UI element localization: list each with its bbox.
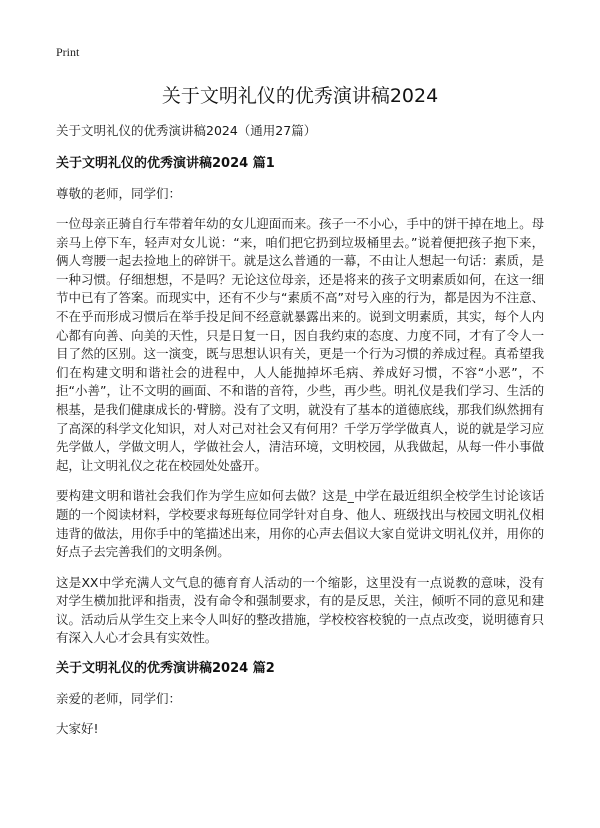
section-1-paragraph-3: 这是XX中学充满人文气息的德育育人活动的一个缩影，这里没有一点说教的意味，没有对学生横加批评和指责，没有命令和强制要求，有的是反思，关注，倾听不同的意见和建议。活动后从学生交上来令人叫好的整改措施，学校校容校貌的一点点改变，说明德育只有深入人心才会具有实效性。 <box>56 574 544 646</box>
section-2-greeting: 大家好! <box>56 721 99 737</box>
section-1 <box>56 155 544 648</box>
section-2 <box>56 660 544 738</box>
section-1-paragraph-2: 要构建文明和谐社会我们作为学生应如何去做？这是_中学在最近组织全校学生讨论该话题的一个阅读材料，学校要求每班每位同学针对自身、他人、班级找出与校园文明礼仪相违背的做法，用你手中的笔描述出来，用你的心声去倡议大家自觉讲文明礼仪并，用你的好点子去完善我们的文明条例。 <box>56 488 544 560</box>
section-1-heading: 关于文明礼仪的优秀演讲稿2024 篇1 <box>56 156 275 171</box>
section-1-salutation: 尊敬的老师，同学们： <box>56 186 182 201</box>
section-2-heading: 关于文明礼仪的优秀演讲稿2024 篇2 <box>56 661 275 677</box>
document-title: 关于文明礼仪的优秀演讲稿2024 <box>161 85 439 107</box>
print-label: Print <box>56 45 80 59</box>
section-2-salutation: 亲爱的老师，同学们： <box>56 691 182 707</box>
section-1-paragraph-1: 一位母亲正骑自行车带着年幼的女儿迎面而来。孩子一不小心，手中的饼干掉在地上。母亲马上停下车，轻声对女儿说：“来，咱们把它扔到垃圾桶里去。”说着便把孩子抱下来，俩人弯腰一起去捡地上的碎饼干。就是这么普通的一幕，不由让人想起一句话：素质，是一种习惯。仔细想想，不是吗？无论这位母亲，还是将来的孩子文明素质如何，在这一细节中已有了答案。而现实中，还有不少与“素质不高”对号入座的行为，都是因为不注意、不在乎而形成习惯后在举手投足间不经意就暴露出来的。说到文明素质，其实，每个人内心都有向善、向美的天性，只是日复一日，因自我约束的态度、力度不同，才有了令人一目了然的区别。这一演变，既与思想认识有关，更是一个行为习惯的养成过程。真希望我们在构建文明和谐社会的进程中，人人能抛掉坏毛病、养成好习惯，不容“小恶”，不拒“小善”，让不文明的画面、不和谐的音符，少些，再少些。明礼仪是我们学习、生活的根基，是我们健康成长的·臂膀。没有了文明，就没有了基本的道德底线，那我们纵然拥有了高深的科学文化知识，对人对己对社会又有何用？千学万学学做真人，说的就是学习应先学做人，学做文明人，学做社会人，清洁环境，文明校园，从我做起，从每一件小事做起，让文明礼仪之花在校园处处盛开。 <box>56 216 544 473</box>
document-subtitle: 关于文明礼仪的优秀演讲稿2024（通用27篇） <box>56 123 317 138</box>
